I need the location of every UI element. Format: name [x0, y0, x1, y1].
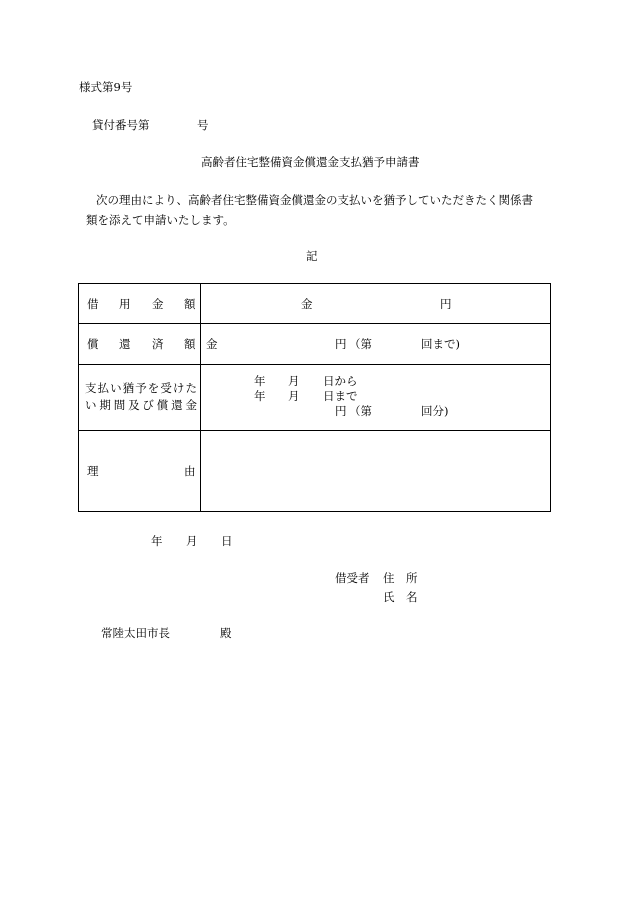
addressee-honorific: 殿: [220, 626, 232, 640]
label-char: 理: [87, 464, 99, 478]
repaid-amount-kin: 金: [206, 337, 218, 351]
label-char: 額: [184, 337, 196, 351]
repaid-installment-prefix: （第: [349, 337, 372, 351]
application-table: [78, 283, 551, 512]
date-month: 月: [186, 534, 198, 548]
reason-field[interactable]: [201, 431, 550, 511]
loan-amount-kin: 金: [301, 297, 313, 311]
label-char: 額: [184, 297, 196, 311]
date-day: 日: [221, 534, 233, 548]
label-char: 還: [119, 337, 131, 351]
table-row-divider: [79, 364, 550, 365]
borrower-name-label: 氏 名: [383, 590, 418, 604]
label-char: 由: [184, 464, 196, 478]
label-char: 金: [152, 297, 164, 311]
deferral-installment-suffix: 回分): [421, 404, 449, 418]
intro-line-1: 次の理由により、高齢者住宅整備資金償還金の支払いを猶予していただきたく関係書: [96, 193, 533, 207]
intro-line-2: 類を添えて申請いたします。: [86, 213, 235, 227]
label-char: 借: [87, 297, 99, 311]
deferral-end-day: 日まで: [323, 389, 358, 403]
deferral-start-year: 年: [254, 374, 266, 388]
deferral-installment-prefix: （第: [349, 404, 372, 418]
label-char: 用: [119, 297, 131, 311]
loan-amount-yen: 円: [440, 297, 452, 311]
deferral-period-label-line2: い期間及び償還金: [85, 398, 197, 412]
deferral-amount-yen: 円: [335, 404, 347, 418]
ki-heading: 記: [306, 249, 318, 263]
loan-number-suffix: 号: [197, 118, 209, 132]
document-title: 高齢者住宅整備資金償還金支払猶予申請書: [201, 155, 420, 169]
repaid-amount-yen: 円: [335, 337, 347, 351]
borrower-address-label: 住 所: [383, 571, 418, 585]
deferral-end-year: 年: [254, 389, 266, 403]
date-year: 年: [151, 534, 163, 548]
borrower-label: 借受者: [335, 571, 370, 585]
form-number: 様式第9号: [79, 80, 133, 94]
repaid-installment-suffix: 回まで): [421, 337, 460, 351]
deferral-period-label: [85, 380, 197, 414]
label-char: 償: [87, 337, 99, 351]
deferral-end-month: 月: [288, 389, 300, 403]
label-char: 済: [152, 337, 164, 351]
loan-number-prefix: 貸付番号第: [92, 118, 150, 132]
addressee-name: 常陸太田市長: [101, 626, 170, 640]
deferral-start-day: 日から: [323, 374, 358, 388]
deferral-period-label-line1: 支払い猶予を受けた: [85, 381, 197, 395]
table-row-divider: [79, 323, 550, 324]
deferral-start-month: 月: [288, 374, 300, 388]
